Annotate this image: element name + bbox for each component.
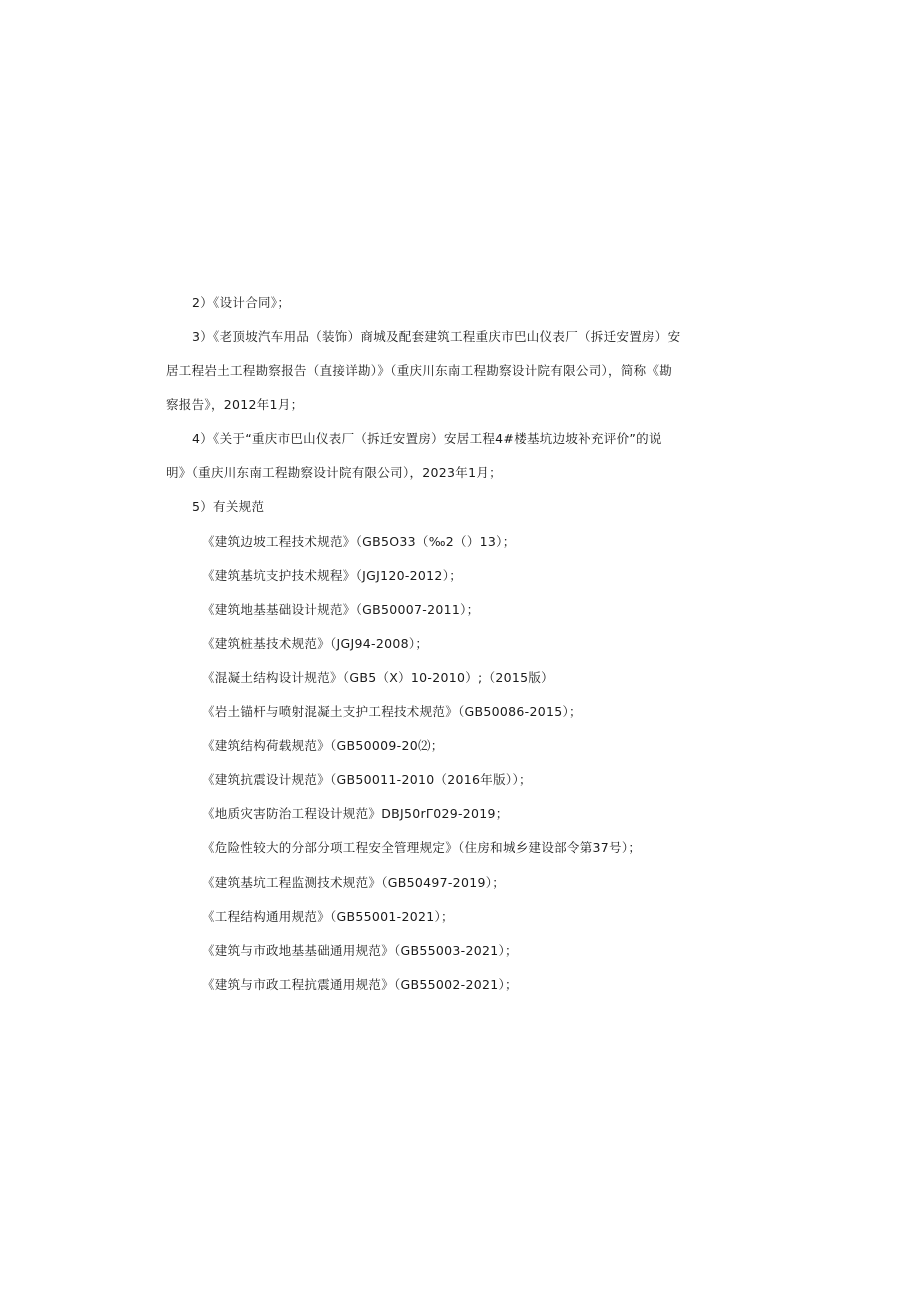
standard-item: 《岩土锚杆与喷射混凝土支护工程技术规范》（GB50086-2015）；	[202, 704, 582, 719]
reference-item-4-line-2: 明》（重庆川东南工程勘察设计院有限公司），2023年1月；	[166, 465, 502, 480]
standard-item: 《混凝土结构设计规范》（GB5（X）10-2010）;（2015版）	[202, 670, 554, 685]
reference-item-4-line-1: 4）《关于“重庆市巴山仪表厂（拆迁安置房）安居工程4#楼基坑边坡补充评价”的说	[192, 431, 662, 446]
reference-item-3-line-2: 居工程岩土工程勘察报告（直接详勘）》（重庆川东南工程勘察设计院有限公司），简称《勘	[166, 363, 673, 378]
standard-item: 《建筑与市政地基基础通用规范》（GB55003-2021）；	[202, 943, 518, 958]
standard-item: 《建筑与市政工程抗震通用规范》（GB55002-2021）；	[202, 977, 518, 992]
reference-item-2: 2）《设计合同》；	[192, 295, 291, 310]
standard-item: 《危险性较大的分部分项工程安全管理规定》（住房和城乡建设部令第37号）；	[202, 840, 642, 855]
standard-item: 《建筑地基基础设计规范》（GB50007-2011）；	[202, 602, 480, 617]
standard-item: 《建筑基坑支护技术规程》（JGJ120-2012）；	[202, 568, 463, 583]
reference-item-5-heading: 5）有关规范	[192, 499, 265, 514]
reference-item-3-line-3: 察报告》，2012年1月；	[166, 397, 304, 412]
standard-item: 《建筑抗震设计规范》（GB50011-2010（2016年版））；	[202, 772, 532, 787]
standard-item: 《建筑桩基技术规范》（JGJ94-2008）；	[202, 636, 429, 651]
standard-item: 《工程结构通用规范》（GB55001-2021）；	[202, 909, 454, 924]
standard-item: 《建筑结构荷载规范》（GB50009-20⑵；	[202, 738, 444, 753]
standard-item: 《建筑边坡工程技术规范》（GB5O33（‰2（）13）；	[202, 534, 516, 549]
standard-item: 《地质灾害防治工程设计规范》DBJ50rΓ029-2019；	[202, 806, 509, 821]
reference-item-3-line-1: 3）《老顶坡汽车用品（装饰）商城及配套建筑工程重庆市巴山仪表厂（拆迁安置房）安	[192, 329, 681, 344]
standard-item: 《建筑基坑工程监测技术规范》（GB50497-2019）；	[202, 875, 506, 890]
